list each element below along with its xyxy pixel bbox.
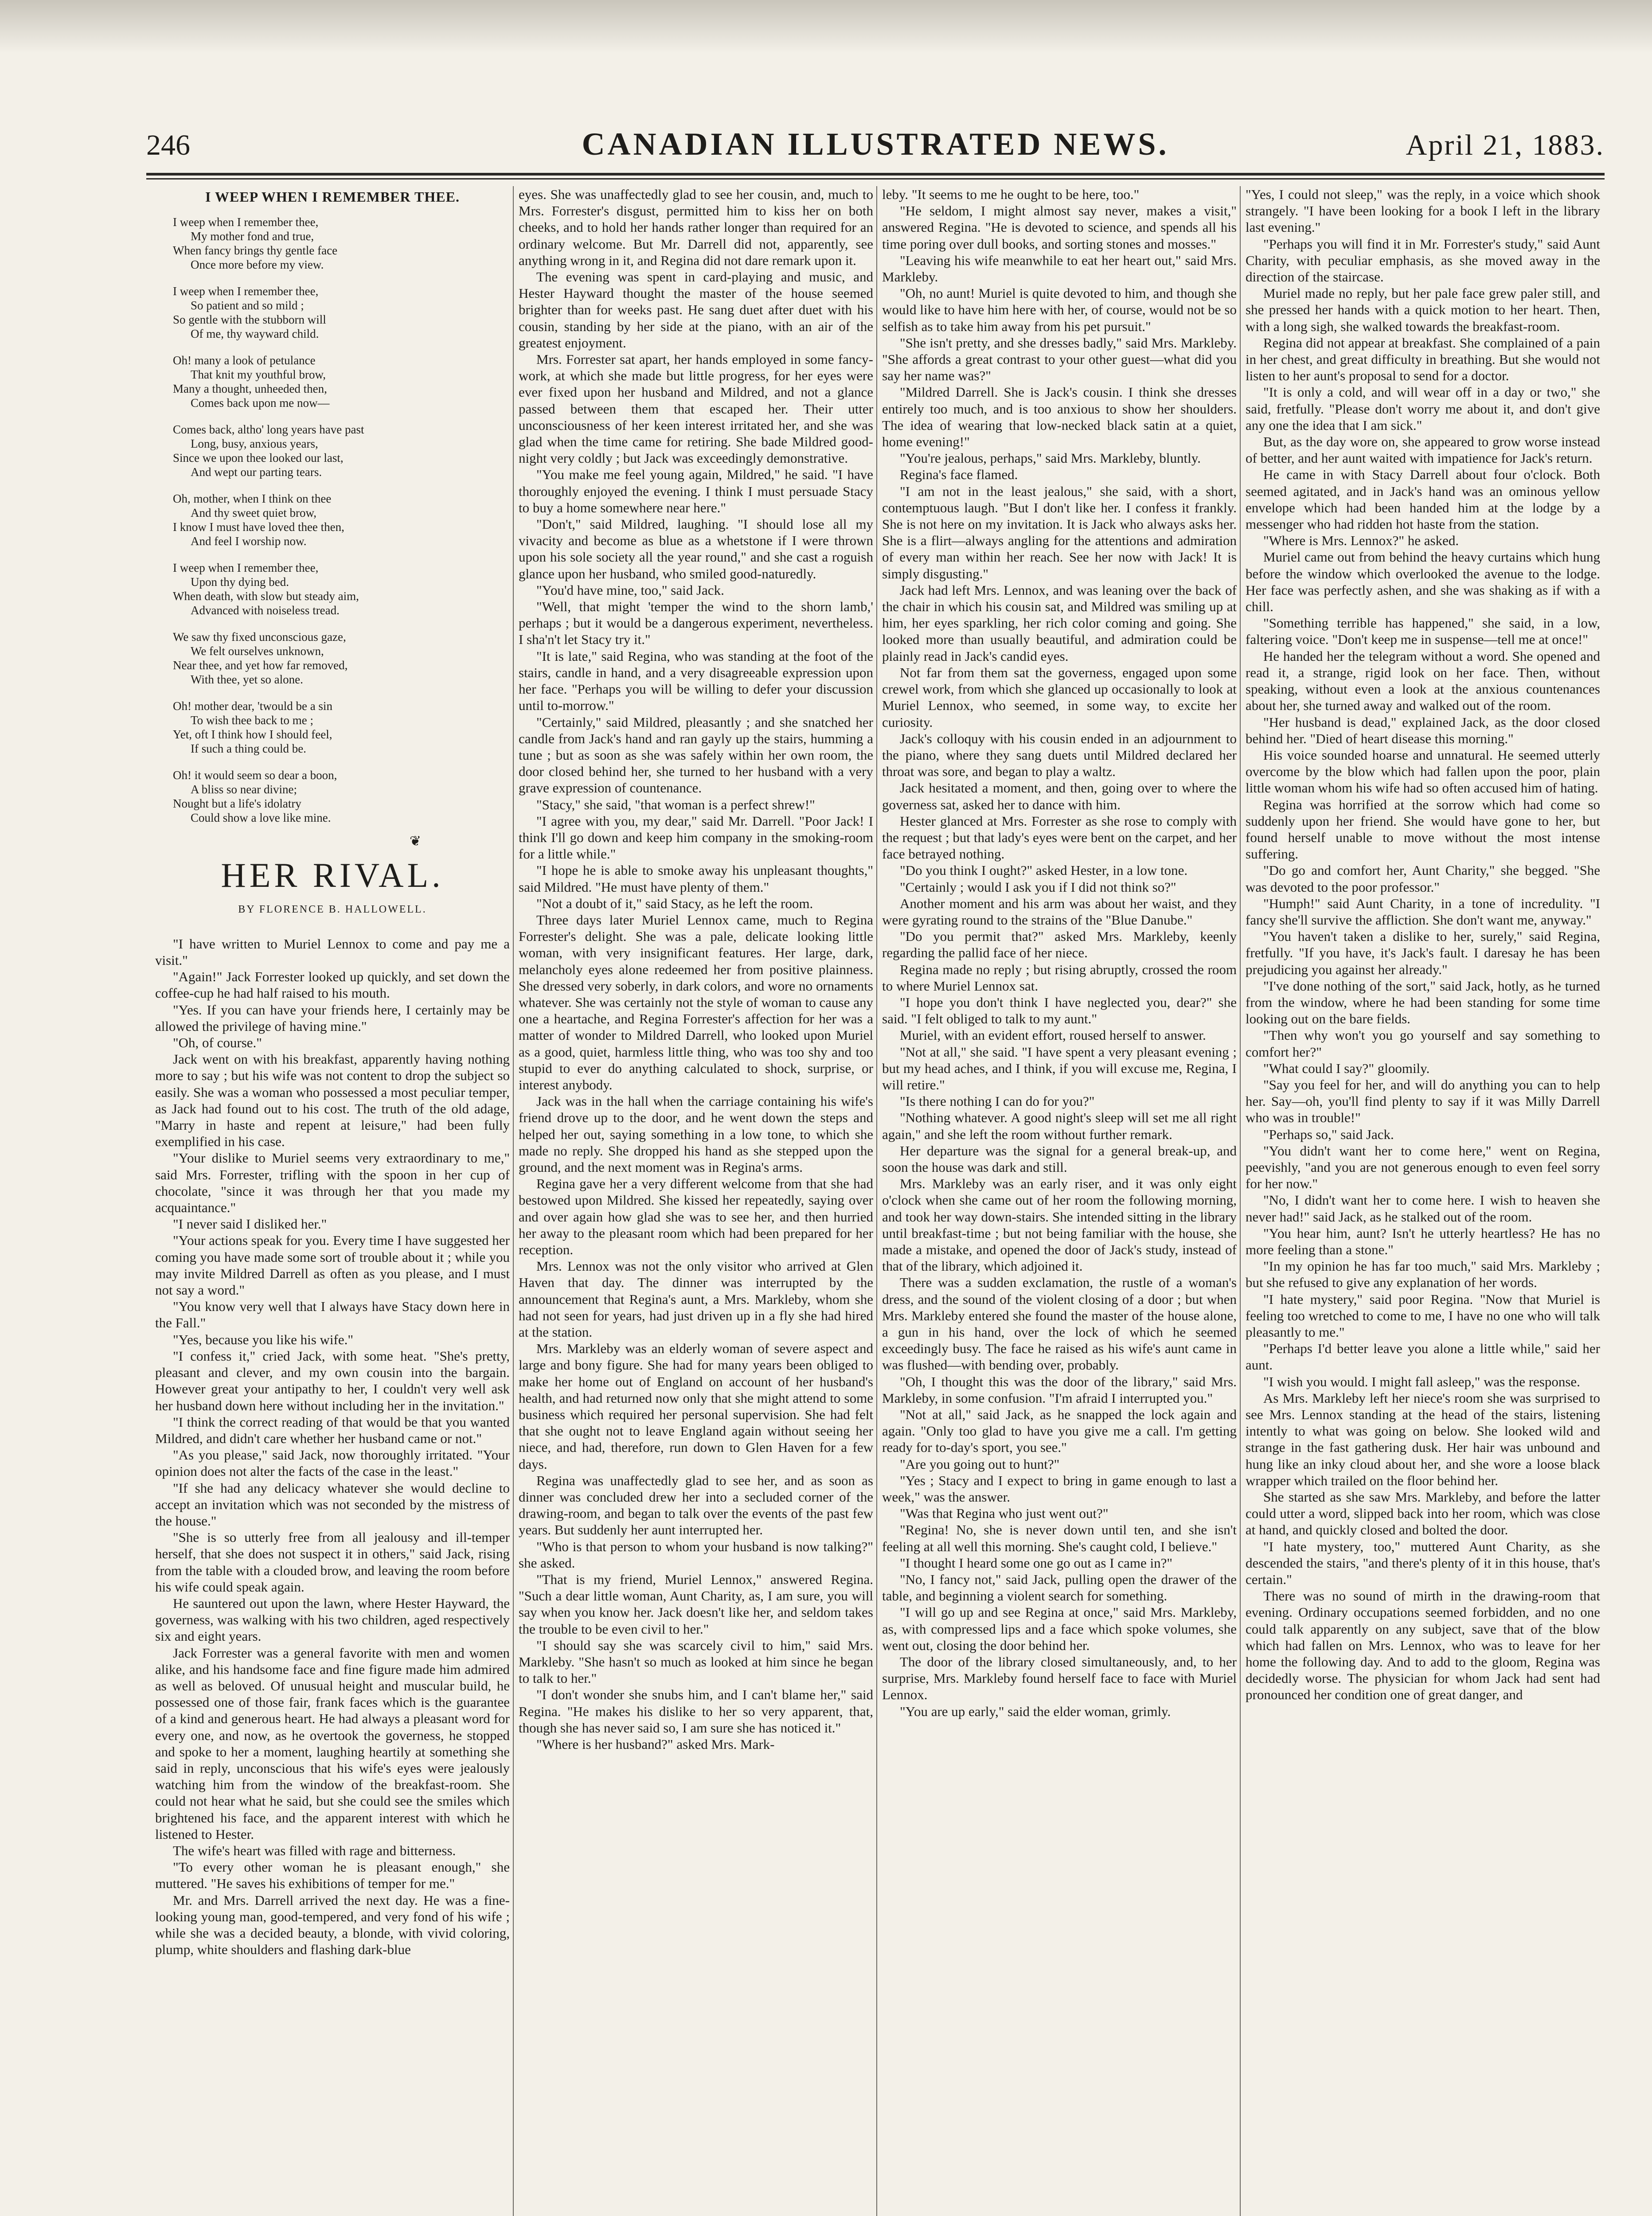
paragraph: He came in with Stacy Darrell about four o'clock. Both seemed agitated, and in Jack's hand was an ominous yellow envelope which had been handed him at the lodge by a messenger who had ridden hot haste from the station. [1246,467,1600,532]
story-text [882,186,1237,1720]
paragraph: "What could I say?" gloomily. [1263,1060,1430,1076]
paragraph: Jack had left Mrs. Lennox, and was leaning over the back of the chair in which his cousin sat, and Mildred was smiling up at him, her eyes sparkling, her rich color coming and going. She looked more than usually beautiful, and admiration could be plainly read in Jack's candid eyes. [882,582,1237,664]
paragraph: "You're jealous, perhaps," said Mrs. Markleby, bluntly. [900,450,1201,466]
paragraph: "Don't," said Mildred, laughing. "I should lose all my vivacity and become as blue as a whetstone if I were thrown upon his sole society all the year round," and she cast a roguish glance upon her husband, who smiled good-naturedly. [519,516,873,581]
poem-line: Once more before my view. [191,258,324,272]
column-3 [882,186,1237,2216]
paragraph: "If she had any delicacy whatever she would decline to accept an invitation which was not seconded by the mistress of the house." [155,1480,510,1529]
poem-line: Oh! mother dear, 'twould be a sin [173,699,332,713]
poem-stanza [173,561,510,617]
paragraph: Muriel, with an evident effort, roused herself to answer. [900,1027,1206,1043]
paragraph: "Leaving his wife meanwhile to eat her heart out," said Mrs. Markleby. [882,252,1237,285]
paragraph: "Do go and comfort her, Aunt Charity," she begged. "She was devoted to the poor professor." [1246,862,1600,895]
poem-line: Long, busy, anxious years, [191,437,318,451]
poem-line: With thee, yet so alone. [191,673,303,687]
paragraph: "Do you permit that?" asked Mrs. Markleby, keenly regarding the pallid face of her niece. [882,929,1237,961]
paragraph: "You know very well that I always have Stacy down here in the Fall." [155,1299,510,1331]
paragraph: "I hate mystery, too," muttered Aunt Charity, as she descended the stairs, "and there's plenty of it in this house, that's certain." [1246,1538,1600,1588]
poem-line: Comes back upon me now— [191,396,330,410]
paragraph: "I wish you would. I might fall asleep," was the response. [1263,1373,1580,1389]
paragraph: "Not at all," she said. "I have spent a very pleasant evening ; but my head aches, and I think, if you will excuse me, Regina, I will retire." [882,1044,1237,1092]
page-edge [0,0,1652,53]
paragraph: There was a sudden exclamation, the rustle of a woman's dress, and the sound of the violent closing of a door ; but when Mrs. Markleby entered she found the master of the house alone, a gun in his hand, over the lock of which he seemed exceedingly busy. The face he raised as his wife's aunt came in was flushed—with bending over, probably. [882,1275,1237,1373]
poem-line: Advanced with noiseless tread. [191,604,340,617]
paragraph: But, as the day wore on, she appeared to grow worse instead of better, and her aunt waited with impatience for Jack's return. [1246,434,1600,466]
column-1 [155,186,510,2216]
paragraph: "That is my friend, Muriel Lennox," answered Regina. "Such a dear little woman, Aunt Charity, as, I am sure, you will say when you know her. Jack doesn't like her, and seldom takes the trouble to be even civil to her." [519,1572,873,1637]
poem-line: If such a thing could be. [191,742,306,756]
paragraph: Another moment and his arm was about her waist, and they were gyrating round to the strains of the "Blue Danube." [882,895,1237,928]
header-rule-thin [146,178,1605,179]
column-divider [513,186,514,2216]
paragraph: "No, I fancy not," said Jack, pulling open the drawer of the table, and beginning a violent search for something. [882,1572,1237,1604]
paragraph: Muriel came out from behind the heavy curtains which hung before the window which overlooked the avenue to the lodge. Her face was perfectly ashen, and she was shaking as if with a chill. [1246,549,1600,615]
poem-line: Oh! it would seem so dear a boon, [173,769,337,782]
paragraph: "Well, that might 'temper the wind to the shorn lamb,' perhaps ; but it would be a dangerous experiment, nevertheless. I sha'n't let Stacy try it." [519,599,873,648]
paragraph: "Oh, no aunt! Muriel is quite devoted to him, and though she would like to have him here with her, of course, would not be so selfish as to take him away from his pet pursuit." [882,285,1237,334]
paragraph: There was no sound of mirth in the drawing-room that evening. Ordinary occupations seemed forbidden, and no one could talk apparently on any subject, save that of the blow which had fallen on Mrs. Lennox, who was to leave for her home the following day. And to add to the gloom, Regina was decidedly worse. The physician for whom Jack had sent had pronounced her condition one of great danger, and [1246,1588,1600,1703]
poem-stanza [173,284,510,341]
paragraph: "Perhaps so," said Jack. [1263,1126,1394,1142]
paragraph: eyes. She was unaffectedly glad to see her cousin, and, much to Mrs. Forrester's disgust, permitted him to kiss her on both cheeks, and to hold her hands rather longer than required for an ordinary welcome. But Mr. Darrell did not, apparently, see anything wrong in it, and Regina did not dare remark upon it. [519,187,873,268]
poem-line: I weep when I remember thee, [173,561,319,575]
paragraph: "Yes, because you like his wife." [173,1331,354,1347]
column-4 [1246,186,1600,2216]
paragraph: "Again!" Jack Forrester looked up quickly, and set down the coffee-cup he had half raised to his mouth. [155,969,510,1001]
poem-line: Could show a love like mine. [191,811,331,825]
paragraph: "She isn't pretty, and she dresses badly," said Mrs. Markleby. "She affords a great contrast to your other guest—what did you say her name was?" [882,335,1237,384]
paragraph: Mr. and Mrs. Darrell arrived the next day. He was a fine-looking young man, good-tempered, and very fond of his wife ; while she was a decided beauty, a blonde, with vivid coloring, plump, white shoulders and flashing dark-blue [155,1892,510,1958]
paragraph: "You'd have mine, too," said Jack. [536,582,724,598]
paragraph: "You didn't want her to come here," went on Regina, peevishly, "and you are not generous enough to even feel sorry for her now." [1246,1143,1600,1192]
paragraph: She started as she saw Mrs. Markleby, and before the latter could utter a word, slipped back into her room, which was close at hand, and quickly closed and bolted the door. [1246,1489,1600,1538]
paragraph: "I agree with you, my dear," said Mr. Darrell. "Poor Jack! I think I'll go down and keep him company in the smoking-room for a little while." [519,813,873,862]
paragraph: "I confess it," cried Jack, with some heat. "She's pretty, pleasant and clever, and my own cousin into the bargain. However great your antipathy to her, I couldn't very well ask her husband down here without including her in the invitation." [155,1348,510,1413]
paragraph: "Where is Mrs. Lennox?" he asked. [1263,533,1459,549]
paragraph: "Yes, I could not sleep," was the reply, in a voice which shook strangely. "I have been looking for a book I left in the library last evening." [1246,187,1600,235]
paragraph: "It is late," said Regina, who was standing at the foot of the stairs, candle in hand, and a very disagreeable expression upon her face. "Perhaps you will be willing to defer your discussion until to-morrow." [519,648,873,714]
poem-line: A bliss so near divine; [191,783,297,796]
paragraph: "Yes ; Stacy and I expect to bring in game enough to last a week," was the answer. [882,1472,1237,1505]
paragraph: The evening was spent in card-playing and music, and Hester Hayward thought the master of the house seemed brighter than for weeks past. He sang duet after duet with his cousin, standing by her side at the piano, with an air of the greatest enjoyment. [519,269,873,351]
paragraph: Regina was horrified at the sorrow which had come so suddenly upon her friend. She would have gone to her, but found herself unable to move without the most intense suffering. [1246,796,1600,862]
poem-line: And thy sweet quiet brow, [191,506,316,520]
paragraph: "I think the correct reading of that would be that you wanted Mildred, and didn't care whether her husband came or not." [155,1414,510,1446]
paragraph: "Nothing whatever. A good night's sleep will set me all right again," and she left the room without further remark. [882,1110,1237,1142]
paragraph: "I've done nothing of the sort," said Jack, hotly, as he turned from the window, where he had been standing for some time looking out on the bare fields. [1246,978,1600,1027]
poem-line: My mother fond and true, [191,230,314,243]
paragraph: Jack hesitated a moment, and then, going over to where the governess sat, asked her to dance with him. [882,780,1237,812]
paragraph: "I should say she was scarcely civil to him," said Mrs. Markleby. "She hasn't so much as looked at him since he began to talk to her." [519,1637,873,1686]
paragraph: Mrs. Forrester sat apart, her hands employed in some fancy-work, at which she made but little progress, for her eyes were ever fixed upon her husband and Mildred, and not a glance passed between them that escaped her. Their utter unconsciousness of her keen interest irritated her, and she was glad when the time came for retiring. She bade Mildred good-night very coldly ; but Jack was exceedingly demonstrative. [519,351,873,466]
paragraph: He handed her the telegram without a word. She opened and read it, a strange, rigid look on her face. Then, without speaking, without even a look at the anxious countenances about her, she turned away and walked out of the room. [1246,648,1600,714]
story-title: HER RIVAL. [221,856,444,895]
page-number: 246 [146,129,190,161]
paragraph: "Perhaps I'd better leave you alone a little while," said her aunt. [1246,1341,1600,1373]
poem-line: Since we upon thee looked our last, [173,451,344,465]
paragraph: "No, I didn't want her to come here. I wish to heaven she never had!" said Jack, as he stalked out of the room. [1246,1192,1600,1225]
paragraph: "Regina! No, she is never down until ten, and she isn't feeling at all well this morning. She's caught cold, I believe." [882,1522,1237,1554]
paragraph: Muriel made no reply, but her pale face grew paler still, and she pressed her hands with a quick motion to her heart. Then, with a long sigh, she walked towards the breakfast-room. [1246,285,1600,334]
paragraph: Jack Forrester was a general favorite with men and women alike, and his handsome face and fine figure made him admired as well as beloved. Of unusual height and muscular build, he possessed one of those fair, frank faces which is the guarantee of a kind and generous heart. He had always a pleasant word for every one, and now, as he overtook the governess, he stopped and spoke to her a moment, laughing heartily at something she said in reply, unconscious that his wife's eyes were jealously watching him from the window of the breakfast-room. She could not hear what he said, but she could see the smiles which brightened his face, and the apparent interest with which he listened to Hester. [155,1645,510,1842]
paragraph: "To every other woman he is pleasant enough," she muttered. "He saves his exhibitions of temper for me." [155,1859,510,1892]
paragraph: The door of the library closed simultaneously, and, to her surprise, Mrs. Markleby found herself face to face with Muriel Lennox. [882,1654,1237,1703]
paragraph: "Not a doubt of it," said Stacy, as he left the room. [536,895,813,911]
story-text [1246,186,1600,1703]
paragraph: leby. "It seems to me he ought to be here, too." [882,187,1140,202]
paragraph: "He seldom, I might almost say never, makes a visit," answered Regina. "He is devoted to science, and spends all his time poring over dull books, and sorting stones and mosses." [882,203,1237,252]
paragraph: "Are you going out to hunt?" [900,1456,1060,1472]
paragraph: Regina gave her a very different welcome from that she had bestowed upon Mildred. She kissed her repeatedly, saying over and over again how glad she was to see her, and then hurried her away to the pleasant room which had been prepared for her reception. [519,1176,873,1257]
paragraph: Jack's colloquy with his cousin ended in an adjournment to the piano, where they sang duets until Mildred declared her throat was sore, and began to play a waltz. [882,730,1237,780]
poem-line: We felt ourselves unknown, [191,644,324,658]
paragraph: "I never said I disliked her." [173,1216,327,1232]
poem-stanza [173,699,510,756]
paragraph: "You make me feel young again, Mildred," he said. "I have thoroughly enjoyed the evening. I think I must persuade Stacy to buy a home somewhere near here." [519,467,873,515]
paragraph: He sauntered out upon the lawn, where Hester Hayward, the governess, was walking with his two children, aged respectively six and eight years. [155,1595,510,1644]
paragraph: Regina was unaffectedly glad to see her, and as soon as dinner was concluded drew her into a secluded corner of the drawing-room, and began to talk over the events of the past few years. But suddenly her aunt interrupted her. [519,1472,873,1538]
paragraph: Mrs. Markleby was an elderly woman of severe aspect and large and bony figure. She had for many years been obliged to make her home out of England on account of her husband's health, and had returned now only that she might attend to some business which required her personal supervision. She had felt that she ought not to leave England again without seeing her niece, and had, therefore, run down to Glen Haven for a few days. [519,1341,873,1472]
poem-line: When fancy brings thy gentle face [173,244,338,257]
paragraph: "You haven't taken a dislike to her, surely," said Regina, fretfully. "If you have, it's Jack's fault. I daresay he has been prejudicing you against her already." [1246,929,1600,977]
paragraph: "I don't wonder she snubs him, and I can't blame her," said Regina. "He makes his dislike to her so very apparent, that, though she has never said so, I am sure she has noticed it." [519,1687,873,1736]
poem-line: So patient and so mild ; [191,299,304,312]
paragraph: Three days later Muriel Lennox came, much to Regina Forrester's delight. She was a pale, delicate looking little woman, with very insignificant features. Her large, dark, melancholy eyes alone redeemed her from positive plainness. She dressed very soberly, in dark colors, and wore no ornaments whatever. She was certainly not the style of woman to cause any one a heartache, and Regina Forrester's affection for her was a matter of wonder to Mildred Darrell, who looked upon Muriel as a good, quiet, harmless little thing, who was too shy and too stupid to ever do anything calculated to shock, surprise, or interest anybody. [519,912,873,1092]
poem-stanza [173,492,510,548]
poem-line: So gentle with the stubborn will [173,313,326,327]
poem-stanza [173,353,510,410]
poem-line: Many a thought, unheeded then, [173,382,327,396]
paragraph: "Was that Regina who just went out?" [900,1506,1109,1522]
paragraph: "Her husband is dead," explained Jack, as the door closed behind her. "Died of heart disease this morning." [1246,714,1600,746]
paragraph: Her departure was the signal for a general break-up, and soon the house was dark and still. [882,1143,1237,1175]
paragraph: "Is there nothing I can do for you?" [900,1093,1095,1109]
publication-title: CANADIAN ILLUSTRATED NEWS. [582,126,1169,162]
poem-stanza [173,768,510,825]
issue-date: April 21, 1883. [1406,129,1605,161]
column-divider [1240,186,1241,2216]
paragraph: "Humph!" said Aunt Charity, in a tone of incredulity. "I fancy she'll survive the affliction. She don't want me, anyway." [1246,895,1600,928]
paragraph: "Your dislike to Muriel seems very extraordinary to me," said Mrs. Forrester, trifling with the spoon in her cup of chocolate, "since it was through her that you made my acquaintance." [155,1150,510,1216]
paragraph: Not far from them sat the governess, engaged upon some crewel work, from which she glanced up occasionally to look at Muriel Lennox, who seemed, in some way, to excite her curiosity. [882,664,1237,730]
paragraph: "I hope you don't think I have neglected you, dear?" she said. "I felt obliged to talk to my aunt." [882,994,1237,1027]
poem-line: Oh, mother, when I think on thee [173,492,332,506]
poem-line: Comes back, altho' long years have past [173,423,364,437]
story-text [155,936,510,1958]
paragraph: "Yes. If you can have your friends here, I certainly may be allowed the privilege of having mine." [155,1002,510,1034]
paragraph: "Say you feel for her, and will do anything you can to help her. Say—oh, you'll find plenty to say if it was Milly Darrell who was in trouble!" [1246,1077,1600,1126]
story-text [519,186,873,1752]
paragraph: Regina's face flamed. [900,467,1018,483]
paragraph: "I hate mystery," said poor Regina. "Now that Muriel is feeling too wretched to come to me, I have no one who will talk pleasantly to me." [1246,1291,1600,1340]
paragraph: "I will go up and see Regina at once," said Mrs. Markleby, as, with compressed lips and a face which spoke volumes, she went out, closing the door behind her. [882,1604,1237,1653]
masthead [146,124,1605,173]
paragraph: Mrs. Markleby was an early riser, and it was only eight o'clock when she came out of her room the following morning, and took her way down-stairs. She intended sitting in the library until breakfast-time ; but not being familiar with the house, she made a mistake, and opened the door of Jack's study, instead of that of the library, which adjoined it. [882,1176,1237,1274]
fleuron-ornament: ❦ [410,833,421,849]
paragraph: "Certainly ; would I ask you if I did not think so?" [900,879,1176,895]
poem-line: To wish thee back to me ; [191,714,314,727]
paragraph: "Where is her husband?" asked Mrs. Mark- [536,1736,775,1752]
poem-stanza [173,215,510,272]
paragraph: The wife's heart was filled with rage and bitterness. [173,1842,456,1858]
paragraph: "She is so utterly free from all jealousy and ill-temper herself, that she does not suspect it in others," said Jack, rising from the table with a clouded brow, and leaving the room before his wife could speak again. [155,1529,510,1595]
paragraph: Regina made no reply ; but rising abruptly, crossed the room to where Muriel Lennox sat. [882,961,1237,994]
poem-line: That knit my youthful brow, [191,368,326,382]
paragraph: As Mrs. Markleby left her niece's room she was surprised to see Mrs. Lennox standing at the head of the stairs, listening intently to what was going on below. She looked wild and strange in the fast gathering dusk. Her hair was unbound and hung like an inky cloud about her, and she wore a loose black wrapper which trailed on the floor behind her. [1246,1390,1600,1488]
paragraph: Regina did not appear at breakfast. She complained of a pain in her chest, and great difficulty in breathing. But she would not listen to her aunt's proposal to send for a doctor. [1246,335,1600,384]
poem-line: Yet, oft I think how I should feel, [173,728,332,741]
poem-stanza [173,630,510,687]
poem-line: Near thee, and yet how far removed, [173,659,348,672]
paragraph: "As you please," said Jack, now thoroughly irritated. "Your opinion does not alter the facts of the case in the least." [155,1447,510,1479]
column-2 [519,186,873,2216]
paragraph: "Who is that person to whom your husband is now talking?" she asked. [519,1538,873,1571]
paragraph: Mrs. Lennox was not the only visitor who arrived at Glen Haven that day. The dinner was interrupted by the announcement that Regina's aunt, a Mrs. Markleby, whom she had not seen for years, had just driven up in a fly she had hired at the station. [519,1258,873,1340]
paragraph: "You hear him, aunt? Isn't he utterly heartless? He has no more feeling than a stone." [1246,1225,1600,1257]
poem-line: Upon thy dying bed. [191,575,289,589]
paragraph: "Oh, of course." [173,1035,262,1051]
poem-line: And feel I worship now. [191,534,307,548]
paragraph: Jack was in the hall when the carriage containing his wife's friend drove up to the door, and he went down the steps and helped her out, saying something in a low tone, to which she made no reply. She dropped his hand as she stepped upon the ground, and the next moment was in Regina's arms. [519,1093,873,1175]
poem-line: When death, with slow but steady aim, [173,589,359,603]
paragraph: "Then why won't you go yourself and say something to comfort her?" [1246,1027,1600,1060]
paragraph: "I am not in the least jealous," she said, with a short, contemptuous laugh. "But I don't like her. I confess it frankly. She is not here on my invitation. It is Jack who always asks her. She is a flirt—always angling for the attentions and admiration of every man within her reach. See her now with Jack! It is simply disgusting." [882,483,1237,581]
poem-line: Of me, thy wayward child. [191,327,319,341]
paragraph: "Not at all," said Jack, as he snapped the lock again and again. "Only too glad to have you give me a call. I'm getting ready for to-day's sport, you see." [882,1407,1237,1455]
poem-line: And wept our parting tears. [191,465,322,479]
poem [155,215,510,825]
paragraph: Jack went on with his breakfast, apparently having nothing more to say ; but his wife was not content to drop the subject so easily. She was a woman who possessed a most peculiar temper, as Jack had found out to his cost. The truth of the old adage, "Marry in haste and repent at leisure," had been fully exemplified in his case. [155,1051,510,1150]
poem-title: I WEEP WHEN I REMEMBER THEE. [205,189,460,205]
column-divider [876,186,877,2216]
paragraph: "It is only a cold, and will wear off in a day or two," she said, fretfully. "Please don't worry me about it, and don't give any one the idea that I am sick." [1246,384,1600,433]
poem-stanza [173,422,510,479]
paragraph: "Perhaps you will find it in Mr. Forrester's study," said Aunt Charity, with peculiar emphasis, as she moved away in the direction of the staircase. [1246,236,1600,285]
paragraph: "I hope he is able to smoke away his unpleasant thoughts," said Mildred. "He must have plenty of them." [519,862,873,895]
paragraph: "I thought I heard some one go out as I came in?" [900,1555,1172,1571]
poem-line: Nought but a life's idolatry [173,797,301,811]
poem-line: I weep when I remember thee, [173,215,319,229]
paragraph: "In my opinion he has far too much," said Mrs. Markleby ; but she refused to give any explanation of her words. [1246,1258,1600,1291]
poem-line: We saw thy fixed unconscious gaze, [173,630,346,644]
poem-line: Oh! many a look of petulance [173,354,316,367]
paragraph: "Oh, I thought this was the door of the library," said Mrs. Markleby, in some confusion. "I'm afraid I interrupted you." [882,1373,1237,1406]
paragraph: "Mildred Darrell. She is Jack's cousin. I think she dresses entirely too much, and is too anxious to show her shoulders. The idea of wearing that low-necked black satin at a quiet, home evening!" [882,384,1237,450]
poem-line: I know I must have loved thee then, [173,520,344,534]
story-byline: BY FLORENCE B. HALLOWELL. [238,903,427,915]
paragraph: "Stacy," she said, "that woman is a perfect shrew!" [536,796,815,812]
poem-line: I weep when I remember thee, [173,285,319,298]
paragraph: His voice sounded hoarse and unnatural. He seemed utterly overcome by the blow which had fallen upon the poor, plain little woman whom his wife had so often accused him of hating. [1246,747,1600,796]
header-rule [146,173,1605,176]
paragraph: "Do you think I ought?" asked Hester, in a low tone. [900,862,1188,878]
paragraph: "Something terrible has happened," she said, in a low, faltering voice. "Don't keep me in suspense—tell me at once!" [1246,615,1600,648]
paragraph: "You are up early," said the elder woman, grimly. [900,1703,1171,1719]
paragraph: "I have written to Muriel Lennox to come and pay me a visit." [155,936,510,968]
paragraph: Hester glanced at Mrs. Forrester as she rose to comply with the request ; but that lady's eyes were bent on the carpet, and her face betrayed nothing. [882,813,1237,862]
paragraph: "Certainly," said Mildred, pleasantly ; and she snatched her candle from Jack's hand and ran gayly up the stairs, humming a tune ; but as soon as she was safely within her own room, the door closed behind her, she turned to her husband with a very grave expression of countenance. [519,714,873,796]
paragraph: "Your actions speak for you. Every time I have suggested her coming you have made some sort of trouble about it ; while you may invite Mildred Darrell as often as you please, and I must not say a word." [155,1233,510,1298]
